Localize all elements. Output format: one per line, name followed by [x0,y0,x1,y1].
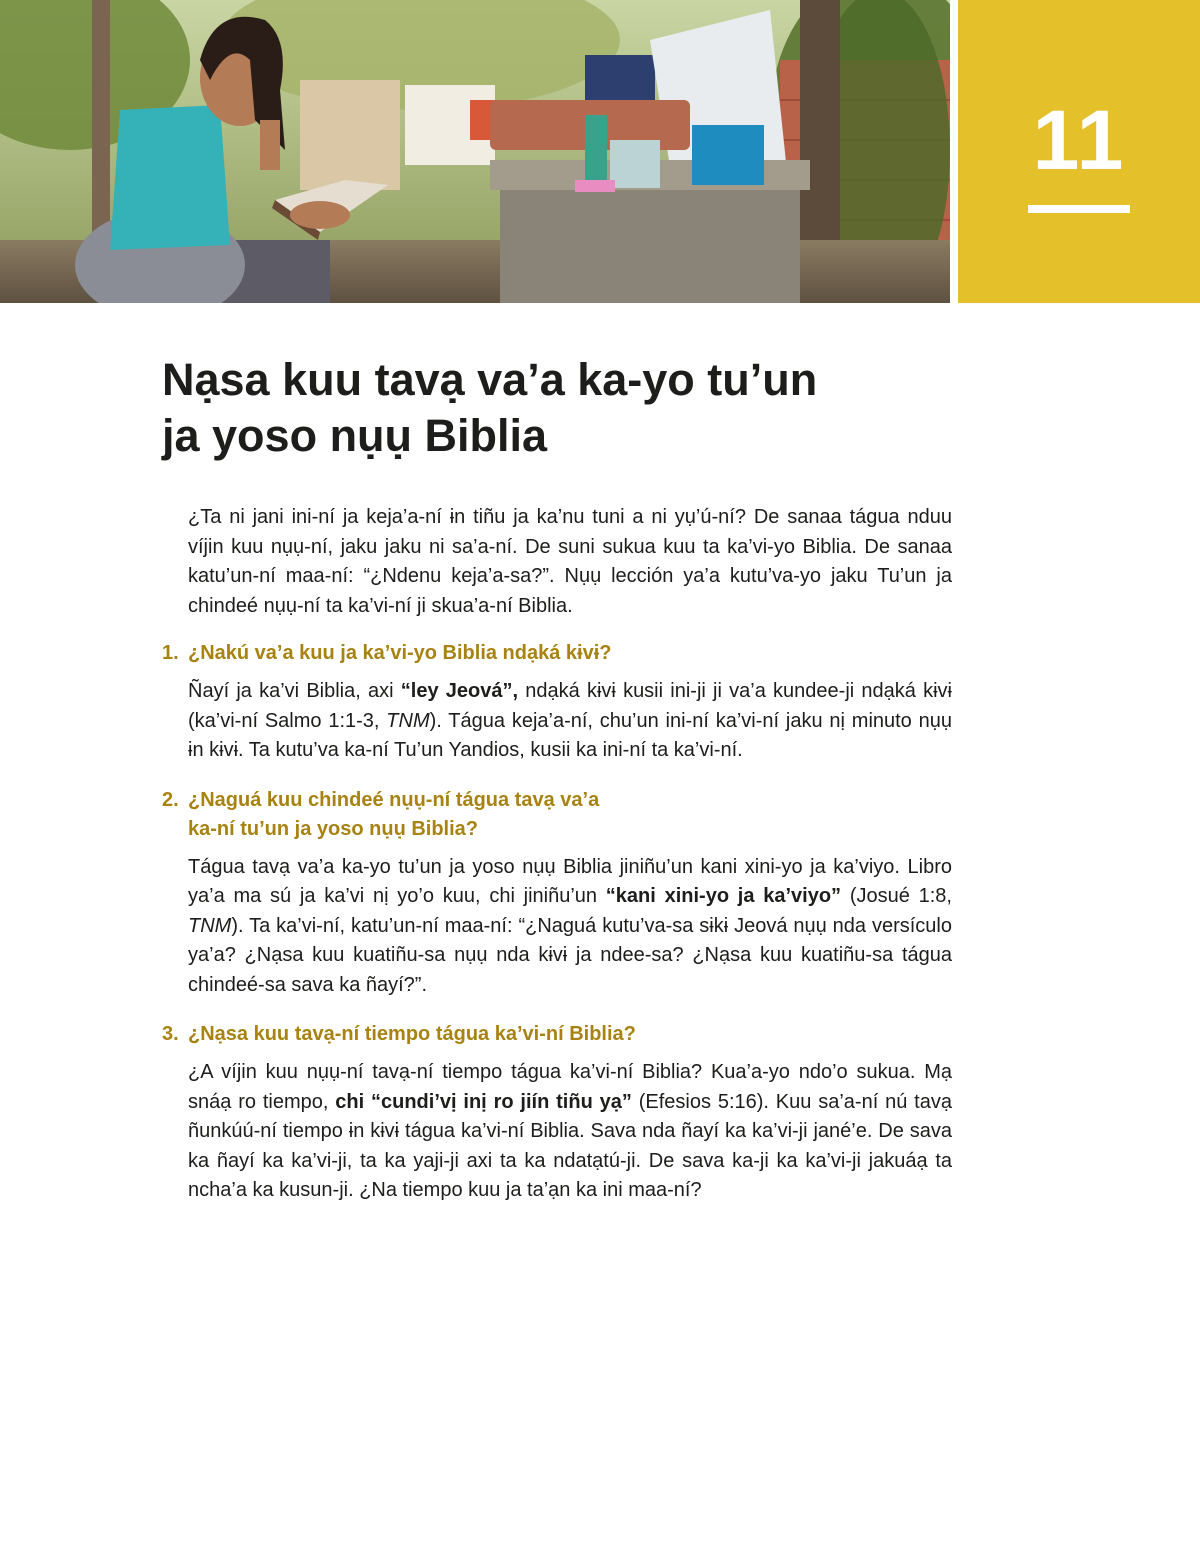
question-line: ¿Naguá kuu chindeé nụụ-ní tágua tavạ va’a [188,788,600,811]
question-line: ka-ní tu’un ja yoso nụụ Biblia? [188,817,479,840]
reference-abbrev: TNM [386,709,430,732]
lesson-badge [958,0,1200,303]
emphasis-text: “kani xini-yo ja ka’viyo” [605,885,842,907]
question-text [188,786,952,844]
intro-paragraph: ¿Ta ni jani ini-ní ja keja’a-ní ɨn tiñu ja ka’nu tuni a ni yụ’ú-ní? De sanaa tágua nduu víjin kuu nụụ-ní, jaku jaku ni sa’a-ní. De suni sukua kuu ta ka’vi-yo Biblia. De sanaa katu’un-ní maa-ní: “¿Ndenu keja’a-sa?”. Nụụ lección ya’a kutu’va-yo jaku Tu’un ja chindeé nụụ-ní ta ka’vi-ní ji skua’a-ní Biblia. [188,506,952,617]
answer-text: ). Ta ka’vi-ní, katu’un-ní maa-ní: “¿Naguá kutu’va-sa sɨkɨ Jeová nụụ nda versículo ya’a? ¿Nạsa kuu kuatiñu-sa nụụ nda kɨvɨ ja ndee-sa? ¿Nạsa kuu kuatiñu-sa tágua chindeé-sa sava ka ñayí?”. [188,914,952,996]
question-text [188,1020,952,1049]
lesson-number: 11 [1032,93,1126,187]
answer-text: (Efesios 5:16). Kuu sa’a-ní nú tavạ ñunkúú-ní tiempo ɨn kɨvɨ tágua ka’vi-ní Biblia. Sava nda ñayí ka ka’vi-ji jané’e. De sava ka ñayí ka ka’vi-ji, ta ka yaji-ji axi ta ka ndatạtú-ji. De sava ka-ji ka ka’vi-ji jakuáạ ta ncha’a ka kusun-ji. ¿Na tiempo kuu ja ta’ạn ka ini maa-ní? [188,1090,952,1201]
header-photo [0,0,950,303]
answer-paragraph [188,853,952,1001]
reference-abbrev: TNM [188,914,232,937]
question-heading [162,1020,952,1049]
answer-text: Tágua tavạ va’a ka-yo tu’un ja yoso nụụ Biblia jiniñu’un kani xini-yo ja ka’viyo. Libro ya’a ma sú ja ka’vi nị yo’o kuu, chi jiniñu’un [188,855,952,907]
answer-text: ). Tágua keja’a-ní, chu’un ini-ní ka’vi-ní jaku nị minuto nụụ ɨn kɨvɨ. Ta kutu’va ka-ní Tu’un Yandios, kusii ka ini-ní ta ka’vi-ní. [188,709,952,761]
answer-text: ¿A víjin kuu nụụ-ní tavạ-ní tiempo tágua ka’vi-ní Biblia? Kua’a-yo ndo’o sukua. Mạ snáạ ro tiempo, [188,1061,952,1113]
lesson-title [162,352,942,464]
question-heading [162,639,952,668]
lesson-content [162,503,952,1226]
question-text [188,639,952,668]
answer-text: Ñayí ja ka’vi Biblia, axi [188,680,401,702]
answer-text: ndạká kɨvɨ kusii ini-ji ji va’a kundee-ji ndạká kɨvɨ (ka’vi-ní Salmo 1:1-3, [188,680,952,732]
badge-underline [1028,205,1130,213]
answer-paragraph [188,1058,952,1206]
answer-text: (Josué 1:8, [841,885,952,907]
question-line: ¿Nakú va’a kuu ja ka’vi-yo Biblia ndạká kɨvɨ? [188,642,612,664]
title-line-2: ja yoso nụụ Biblia [162,410,548,461]
question-number: 2. [162,788,179,811]
emphasis-text: “ley Jeová”, [400,680,519,702]
question-line: ¿Nạsa kuu tavạ-ní tiempo tágua ka’vi-ní Biblia? [188,1023,636,1045]
question-heading [162,786,952,844]
sections-container [162,639,952,1206]
answer-paragraph [188,677,952,766]
emphasis-text: chi “cundi’vị inị ro jiín tiñu yạ” [335,1090,632,1113]
title-line-1: Nạsa kuu tavạ va’a ka-yo tu’un [162,354,818,405]
woman-reading-bible-photo [0,0,950,303]
question-number: 3. [162,1023,179,1045]
question-number: 1. [162,642,179,664]
